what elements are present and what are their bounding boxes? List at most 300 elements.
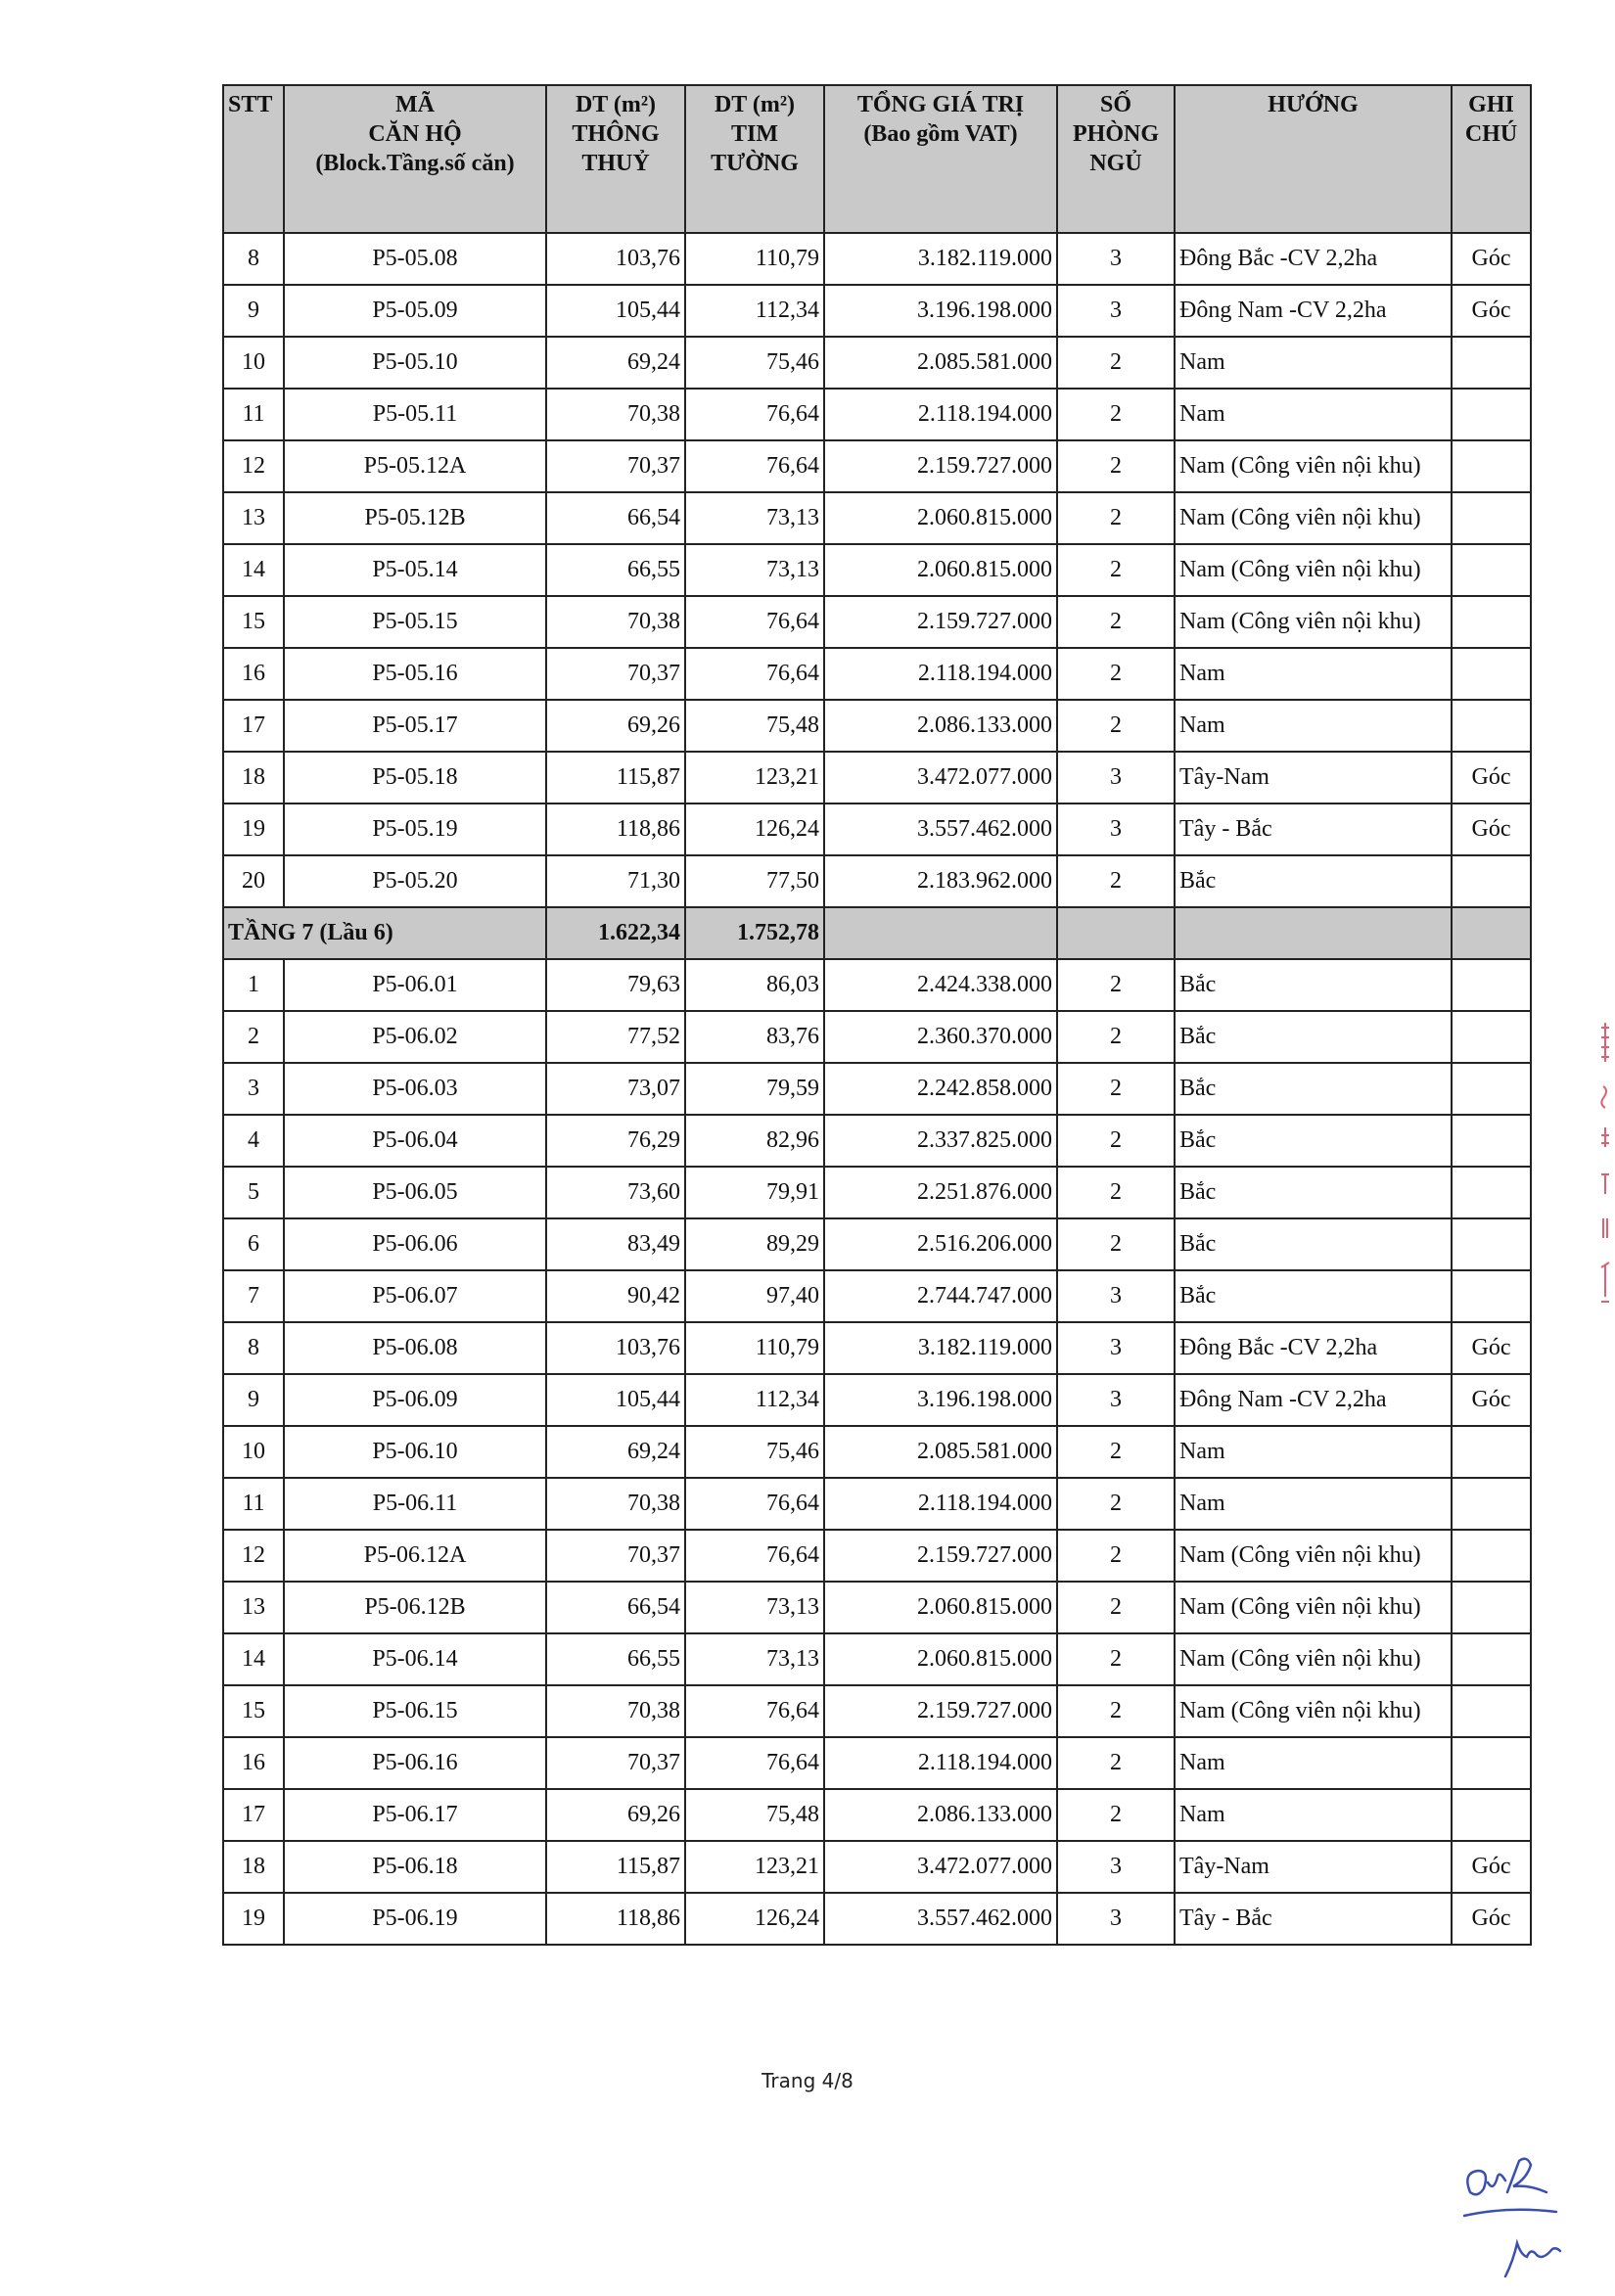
floor-area-gross: 1.752,78	[685, 907, 824, 959]
cell-bedrooms: 3	[1057, 1893, 1175, 1945]
cell-direction: Bắc	[1175, 1270, 1452, 1322]
cell-area-net: 70,37	[546, 648, 685, 700]
table-row	[223, 1322, 1531, 1374]
cell-bedrooms: 3	[1057, 1270, 1175, 1322]
cell-direction: Tây - Bắc	[1175, 804, 1452, 855]
cell-area-net: 69,24	[546, 337, 685, 389]
header-stt	[223, 85, 284, 233]
cell-stt: 12	[223, 1530, 284, 1582]
cell-bedrooms: 2	[1057, 337, 1175, 389]
cell-unit-code: P5-05.17	[284, 700, 546, 752]
cell-direction: Tây-Nam	[1175, 1841, 1452, 1893]
cell-area-net: 105,44	[546, 1374, 685, 1426]
cell-bedrooms: 3	[1057, 285, 1175, 337]
cell-unit-code: P5-05.14	[284, 544, 546, 596]
cell-area-gross: 110,79	[685, 1322, 824, 1374]
table-row	[223, 1063, 1531, 1115]
cell-total-price: 2.118.194.000	[824, 1737, 1057, 1789]
cell-unit-code: P5-06.15	[284, 1685, 546, 1737]
cell-area-gross: 76,64	[685, 389, 824, 440]
cell-stt: 14	[223, 544, 284, 596]
cell-stt: 5	[223, 1167, 284, 1218]
table-body	[223, 233, 1531, 1945]
cell-area-net: 70,37	[546, 1737, 685, 1789]
cell-stt: 10	[223, 337, 284, 389]
cell-bedrooms: 2	[1057, 389, 1175, 440]
cell-bedrooms: 2	[1057, 700, 1175, 752]
table-row	[223, 1167, 1531, 1218]
header-area-gross-line3: TƯỜNG	[711, 151, 799, 176]
cell-total-price: 2.159.727.000	[824, 1530, 1057, 1582]
cell-unit-code: P5-05.19	[284, 804, 546, 855]
header-note	[1452, 85, 1531, 233]
cell-note	[1452, 337, 1531, 389]
cell-unit-code: P5-05.20	[284, 855, 546, 907]
cell-stt: 9	[223, 1374, 284, 1426]
cell-area-net: 79,63	[546, 959, 685, 1011]
cell-direction: Đông Bắc -CV 2,2ha	[1175, 233, 1452, 285]
price-table	[222, 84, 1532, 1946]
table-row	[223, 1789, 1531, 1841]
cell-stt: 20	[223, 855, 284, 907]
cell-total-price: 2.118.194.000	[824, 1478, 1057, 1530]
cell-note: Góc	[1452, 233, 1531, 285]
cell-total-price: 3.182.119.000	[824, 233, 1057, 285]
cell-bedrooms: 2	[1057, 1218, 1175, 1270]
cell-bedrooms: 2	[1057, 648, 1175, 700]
header-note-line2: CHÚ	[1464, 121, 1518, 147]
cell-area-net: 70,38	[546, 389, 685, 440]
cell-unit-code: P5-05.11	[284, 389, 546, 440]
cell-bedrooms: 2	[1057, 1633, 1175, 1685]
cell-bedrooms: 3	[1057, 1322, 1175, 1374]
cell-direction: Nam	[1175, 389, 1452, 440]
cell-total-price: 2.337.825.000	[824, 1115, 1057, 1167]
cell-stt: 17	[223, 700, 284, 752]
cell-note	[1452, 1478, 1531, 1530]
cell-area-net: 83,49	[546, 1218, 685, 1270]
cell-direction: Nam	[1175, 700, 1452, 752]
floor-summary-row	[223, 907, 1531, 959]
cell-note	[1452, 389, 1531, 440]
cell-note	[1452, 1011, 1531, 1063]
cell-direction: Nam	[1175, 1789, 1452, 1841]
table-row	[223, 440, 1531, 492]
cell-bedrooms: 2	[1057, 544, 1175, 596]
cell-direction: Tây - Bắc	[1175, 1893, 1452, 1945]
cell-area-gross: 110,79	[685, 233, 824, 285]
table-row	[223, 959, 1531, 1011]
cell-stt: 1	[223, 959, 284, 1011]
cell-stt: 13	[223, 1582, 284, 1633]
table-row	[223, 1426, 1531, 1478]
cell-note	[1452, 1218, 1531, 1270]
cell-stt: 18	[223, 1841, 284, 1893]
cell-note	[1452, 492, 1531, 544]
cell-unit-code: P5-06.10	[284, 1426, 546, 1478]
cell-area-gross: 76,64	[685, 1478, 824, 1530]
cell-unit-code: P5-06.03	[284, 1063, 546, 1115]
cell-area-gross: 75,48	[685, 700, 824, 752]
cell-bedrooms: 2	[1057, 1737, 1175, 1789]
cell-area-gross: 76,64	[685, 440, 824, 492]
cell-area-net: 70,38	[546, 1478, 685, 1530]
table-row	[223, 1893, 1531, 1945]
cell-note: Góc	[1452, 1374, 1531, 1426]
header-area-net-line2: THÔNG	[572, 121, 660, 147]
cell-bedrooms: 3	[1057, 1841, 1175, 1893]
cell-area-gross: 79,91	[685, 1167, 824, 1218]
header-price-line1: TỔNG GIÁ TRỊ	[856, 92, 1025, 117]
header-code-line3: (Block.Tầng.số căn)	[315, 151, 515, 176]
floor-blank	[1057, 907, 1175, 959]
header-area-gross-line1: DT (m²)	[714, 92, 796, 117]
cell-bedrooms: 2	[1057, 440, 1175, 492]
cell-stt: 13	[223, 492, 284, 544]
cell-note	[1452, 544, 1531, 596]
cell-stt: 17	[223, 1789, 284, 1841]
cell-note	[1452, 700, 1531, 752]
cell-direction: Đông Nam -CV 2,2ha	[1175, 1374, 1452, 1426]
cell-direction: Bắc	[1175, 959, 1452, 1011]
cell-area-gross: 75,46	[685, 1426, 824, 1478]
cell-direction: Nam (Công viên nội khu)	[1175, 1530, 1452, 1582]
cell-unit-code: P5-06.14	[284, 1633, 546, 1685]
cell-unit-code: P5-06.18	[284, 1841, 546, 1893]
cell-bedrooms: 2	[1057, 1582, 1175, 1633]
cell-note: Góc	[1452, 1893, 1531, 1945]
header-code-line1: MÃ	[395, 92, 435, 117]
cell-area-gross: 86,03	[685, 959, 824, 1011]
cell-area-gross: 112,34	[685, 285, 824, 337]
cell-total-price: 3.472.077.000	[824, 1841, 1057, 1893]
header-beds	[1057, 85, 1175, 233]
cell-note: Góc	[1452, 752, 1531, 804]
cell-area-net: 70,38	[546, 596, 685, 648]
header-beds-line1: SỐ	[1099, 92, 1131, 117]
cell-direction: Nam (Công viên nội khu)	[1175, 440, 1452, 492]
cell-note	[1452, 855, 1531, 907]
cell-area-gross: 83,76	[685, 1011, 824, 1063]
table-row	[223, 1374, 1531, 1426]
cell-direction: Đông Nam -CV 2,2ha	[1175, 285, 1452, 337]
cell-note	[1452, 1167, 1531, 1218]
cell-direction: Bắc	[1175, 1115, 1452, 1167]
cell-area-gross: 123,21	[685, 752, 824, 804]
floor-blank	[824, 907, 1057, 959]
header-direction	[1175, 85, 1452, 233]
cell-direction: Nam	[1175, 1478, 1452, 1530]
cell-note	[1452, 1115, 1531, 1167]
cell-direction: Nam	[1175, 337, 1452, 389]
header-price-line2: (Bao gồm VAT)	[863, 121, 1018, 147]
floor-area-net: 1.622,34	[546, 907, 685, 959]
cell-unit-code: P5-06.02	[284, 1011, 546, 1063]
cell-bedrooms: 2	[1057, 855, 1175, 907]
cell-note	[1452, 1685, 1531, 1737]
cell-unit-code: P5-06.12B	[284, 1582, 546, 1633]
cell-total-price: 3.196.198.000	[824, 1374, 1057, 1426]
cell-direction: Bắc	[1175, 1218, 1452, 1270]
cell-direction: Bắc	[1175, 855, 1452, 907]
cell-area-gross: 76,64	[685, 596, 824, 648]
cell-stt: 11	[223, 389, 284, 440]
cell-area-net: 70,38	[546, 1685, 685, 1737]
cell-area-gross: 76,64	[685, 1530, 824, 1582]
cell-direction: Nam (Công viên nội khu)	[1175, 544, 1452, 596]
table-row	[223, 1737, 1531, 1789]
cell-total-price: 2.424.338.000	[824, 959, 1057, 1011]
table-row	[223, 1270, 1531, 1322]
cell-stt: 19	[223, 1893, 284, 1945]
cell-direction: Bắc	[1175, 1011, 1452, 1063]
cell-note: Góc	[1452, 1322, 1531, 1374]
cell-direction: Nam	[1175, 1426, 1452, 1478]
cell-area-net: 70,37	[546, 1530, 685, 1582]
signature	[1458, 2153, 1566, 2280]
cell-bedrooms: 2	[1057, 1478, 1175, 1530]
cell-bedrooms: 2	[1057, 1530, 1175, 1582]
cell-unit-code: P5-06.06	[284, 1218, 546, 1270]
cell-area-gross: 79,59	[685, 1063, 824, 1115]
cell-unit-code: P5-05.18	[284, 752, 546, 804]
table-row	[223, 492, 1531, 544]
table-row	[223, 544, 1531, 596]
cell-area-gross: 73,13	[685, 1633, 824, 1685]
cell-stt: 2	[223, 1011, 284, 1063]
cell-area-gross: 126,24	[685, 1893, 824, 1945]
cell-unit-code: P5-06.07	[284, 1270, 546, 1322]
header-area-net-line1: DT (m²)	[575, 92, 657, 117]
cell-area-gross: 73,13	[685, 544, 824, 596]
cell-area-net: 66,55	[546, 544, 685, 596]
cell-stt: 16	[223, 648, 284, 700]
page-number: Trang 4/8	[761, 2069, 854, 2092]
table-row	[223, 1478, 1531, 1530]
cell-total-price: 2.159.727.000	[824, 440, 1057, 492]
cell-stt: 3	[223, 1063, 284, 1115]
cell-stt: 11	[223, 1478, 284, 1530]
cell-stt: 8	[223, 1322, 284, 1374]
cell-total-price: 2.744.747.000	[824, 1270, 1057, 1322]
cell-area-net: 73,07	[546, 1063, 685, 1115]
cell-stt: 4	[223, 1115, 284, 1167]
cell-area-net: 66,55	[546, 1633, 685, 1685]
table-row	[223, 700, 1531, 752]
header-code	[284, 85, 546, 233]
cell-direction: Nam (Công viên nội khu)	[1175, 596, 1452, 648]
table-row	[223, 596, 1531, 648]
cell-area-gross: 73,13	[685, 492, 824, 544]
cell-stt: 10	[223, 1426, 284, 1478]
cell-unit-code: P5-05.08	[284, 233, 546, 285]
cell-bedrooms: 2	[1057, 492, 1175, 544]
cell-direction: Đông Bắc -CV 2,2ha	[1175, 1322, 1452, 1374]
cell-area-net: 69,26	[546, 700, 685, 752]
cell-total-price: 2.159.727.000	[824, 596, 1057, 648]
table-row	[223, 1633, 1531, 1685]
cell-total-price: 2.118.194.000	[824, 648, 1057, 700]
cell-total-price: 2.159.727.000	[824, 1685, 1057, 1737]
cell-total-price: 2.086.133.000	[824, 1789, 1057, 1841]
cell-total-price: 3.557.462.000	[824, 804, 1057, 855]
cell-area-net: 103,76	[546, 1322, 685, 1374]
cell-unit-code: P5-06.01	[284, 959, 546, 1011]
table-row	[223, 285, 1531, 337]
cell-bedrooms: 2	[1057, 1011, 1175, 1063]
cell-area-net: 69,26	[546, 1789, 685, 1841]
cell-area-gross: 89,29	[685, 1218, 824, 1270]
cell-bedrooms: 3	[1057, 233, 1175, 285]
cell-direction: Nam	[1175, 648, 1452, 700]
cell-stt: 19	[223, 804, 284, 855]
cell-area-net: 70,37	[546, 440, 685, 492]
cell-area-gross: 112,34	[685, 1374, 824, 1426]
cell-direction: Nam (Công viên nội khu)	[1175, 492, 1452, 544]
cell-area-gross: 123,21	[685, 1841, 824, 1893]
cell-note	[1452, 1582, 1531, 1633]
cell-unit-code: P5-06.09	[284, 1374, 546, 1426]
cell-note: Góc	[1452, 1841, 1531, 1893]
header-beds-line2: PHÒNG	[1073, 121, 1159, 147]
cell-area-net: 73,60	[546, 1167, 685, 1218]
cell-area-net: 66,54	[546, 492, 685, 544]
header-code-line2: CĂN HỘ	[368, 121, 462, 147]
cell-direction: Nam	[1175, 1737, 1452, 1789]
floor-blank	[1452, 907, 1531, 959]
header-price	[824, 85, 1057, 233]
cell-unit-code: P5-05.09	[284, 285, 546, 337]
cell-total-price: 2.060.815.000	[824, 1633, 1057, 1685]
cell-note	[1452, 1270, 1531, 1322]
cell-note: Góc	[1452, 804, 1531, 855]
table-row	[223, 337, 1531, 389]
cell-area-gross: 76,64	[685, 1737, 824, 1789]
table-row	[223, 1115, 1531, 1167]
header-stt-text: STT	[228, 92, 273, 117]
table-row	[223, 1582, 1531, 1633]
cell-area-gross: 76,64	[685, 648, 824, 700]
cell-bedrooms: 2	[1057, 959, 1175, 1011]
cell-area-gross: 126,24	[685, 804, 824, 855]
table-row	[223, 804, 1531, 855]
table-row	[223, 752, 1531, 804]
cell-total-price: 2.242.858.000	[824, 1063, 1057, 1115]
header-beds-line3: NGỦ	[1089, 151, 1142, 176]
cell-unit-code: P5-05.16	[284, 648, 546, 700]
cell-bedrooms: 3	[1057, 752, 1175, 804]
cell-total-price: 2.251.876.000	[824, 1167, 1057, 1218]
cell-unit-code: P5-05.12B	[284, 492, 546, 544]
header-area-gross-line2: TIM	[731, 121, 778, 147]
cell-note	[1452, 1737, 1531, 1789]
table-header	[223, 85, 1531, 233]
cell-area-gross: 76,64	[685, 1685, 824, 1737]
table-row	[223, 1011, 1531, 1063]
cell-direction: Tây-Nam	[1175, 752, 1452, 804]
cell-total-price: 3.182.119.000	[824, 1322, 1057, 1374]
header-area-gross	[685, 85, 824, 233]
cell-stt: 7	[223, 1270, 284, 1322]
header-note-line1: GHI	[1468, 92, 1514, 117]
cell-bedrooms: 2	[1057, 1789, 1175, 1841]
cell-stt: 8	[223, 233, 284, 285]
cell-direction: Nam (Công viên nội khu)	[1175, 1685, 1452, 1737]
cell-direction: Bắc	[1175, 1167, 1452, 1218]
cell-area-gross: 75,48	[685, 1789, 824, 1841]
cell-note	[1452, 596, 1531, 648]
cell-unit-code: P5-06.17	[284, 1789, 546, 1841]
cell-bedrooms: 2	[1057, 1115, 1175, 1167]
cell-bedrooms: 3	[1057, 804, 1175, 855]
cell-area-net: 77,52	[546, 1011, 685, 1063]
cell-total-price: 3.557.462.000	[824, 1893, 1057, 1945]
cell-direction: Bắc	[1175, 1063, 1452, 1115]
cell-note	[1452, 1063, 1531, 1115]
table-row	[223, 648, 1531, 700]
cell-bedrooms: 2	[1057, 1167, 1175, 1218]
floor-blank	[1175, 907, 1452, 959]
cell-note: Góc	[1452, 285, 1531, 337]
cell-direction: Nam (Công viên nội khu)	[1175, 1633, 1452, 1685]
cell-area-net: 71,30	[546, 855, 685, 907]
cell-total-price: 2.085.581.000	[824, 337, 1057, 389]
cell-area-net: 105,44	[546, 285, 685, 337]
cell-bedrooms: 2	[1057, 1685, 1175, 1737]
cell-area-net: 115,87	[546, 1841, 685, 1893]
cell-unit-code: P5-05.12A	[284, 440, 546, 492]
cell-bedrooms: 2	[1057, 596, 1175, 648]
cell-total-price: 2.516.206.000	[824, 1218, 1057, 1270]
table-row	[223, 1685, 1531, 1737]
cell-unit-code: P5-06.05	[284, 1167, 546, 1218]
cell-stt: 9	[223, 285, 284, 337]
cell-total-price: 2.360.370.000	[824, 1011, 1057, 1063]
cell-note	[1452, 1426, 1531, 1478]
cell-unit-code: P5-05.15	[284, 596, 546, 648]
floor-label: TẦNG 7 (Lầu 6)	[223, 907, 546, 959]
cell-total-price: 2.118.194.000	[824, 389, 1057, 440]
cell-unit-code: P5-06.08	[284, 1322, 546, 1374]
cell-direction: Nam (Công viên nội khu)	[1175, 1582, 1452, 1633]
cell-area-net: 115,87	[546, 752, 685, 804]
cell-area-net: 118,86	[546, 804, 685, 855]
cell-area-net: 103,76	[546, 233, 685, 285]
stamp-fragment	[1595, 1018, 1615, 1311]
cell-total-price: 2.085.581.000	[824, 1426, 1057, 1478]
cell-stt: 6	[223, 1218, 284, 1270]
cell-total-price: 2.060.815.000	[824, 492, 1057, 544]
cell-area-gross: 97,40	[685, 1270, 824, 1322]
header-area-net	[546, 85, 685, 233]
cell-bedrooms: 2	[1057, 1426, 1175, 1478]
cell-unit-code: P5-06.16	[284, 1737, 546, 1789]
table-row	[223, 1841, 1531, 1893]
cell-unit-code: P5-06.12A	[284, 1530, 546, 1582]
cell-stt: 15	[223, 596, 284, 648]
header-area-net-line3: THUỶ	[581, 151, 650, 176]
cell-area-gross: 75,46	[685, 337, 824, 389]
cell-stt: 12	[223, 440, 284, 492]
cell-total-price: 2.060.815.000	[824, 1582, 1057, 1633]
cell-note	[1452, 959, 1531, 1011]
cell-stt: 15	[223, 1685, 284, 1737]
cell-area-net: 118,86	[546, 1893, 685, 1945]
cell-total-price: 2.086.133.000	[824, 700, 1057, 752]
cell-total-price: 2.183.962.000	[824, 855, 1057, 907]
table-row	[223, 855, 1531, 907]
cell-unit-code: P5-06.11	[284, 1478, 546, 1530]
